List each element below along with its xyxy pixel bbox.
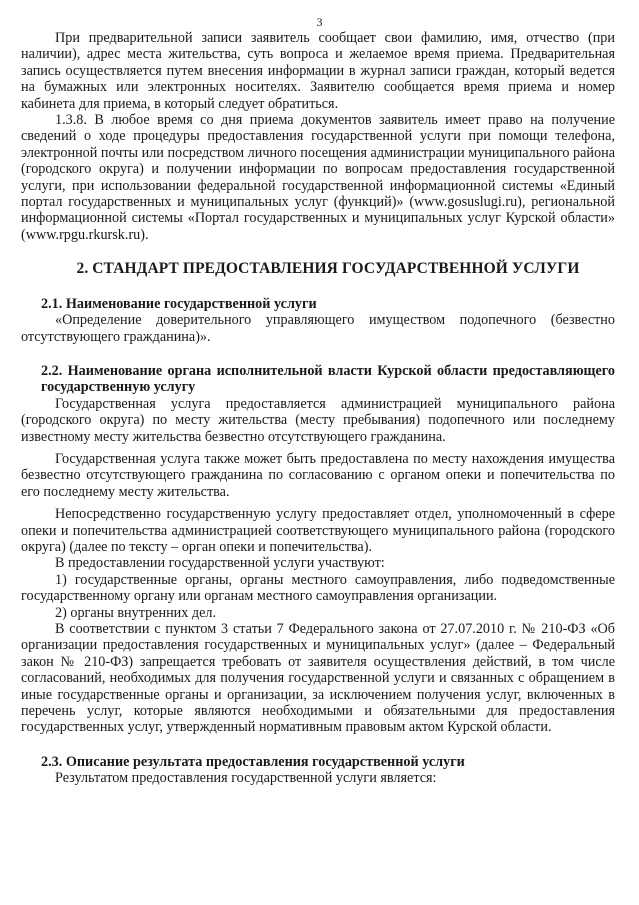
paragraph-2-3-text: Результатом предоставления государственной услуги является:	[55, 770, 437, 787]
paragraph-1-3-8: 1.3.8. В любое время со дня приема документов заявитель имеет право на получение сведений о ходе процедуры предоставления государственной услуги при помощи телефона, электронной почты или посредством личного посещения администрации муниципального района (городского округа) и получении информации по вопросам предоставления государственной услуги, при использовании федеральной государственной информационной системы «Единый портал государственных и муниципальных услуг (функций)» (www.gosuslugi.ru), региональной информационной системы «Портал государственных и муниципальных услуг Курской области» (www.rpgu.rkursk.ru).	[21, 112, 615, 243]
paragraph-2-2-4: В предоставлении государственной услуги участвуют:	[55, 555, 385, 572]
paragraph-2-2-1: Государственная услуга предоставляется администрацией муниципального района (городского округа) по месту жительства (месту пребывания) подопечного или последнему известному месту жительства безвестно отсутствующего гражданина.	[21, 395, 615, 445]
heading-2-3: 2.3. Описание результата предоставления государственной услуги	[41, 753, 465, 770]
heading-2-1: 2.1. Наименование государственной услуги	[41, 295, 317, 312]
page-number: 3	[316, 15, 323, 29]
paragraph-2-2-5: 1) государственные органы, органы местного самоуправления, либо подведомственные государственному органу или органам местного самоуправления организации.	[21, 571, 615, 605]
paragraph-2-2-2: Государственная услуга также может быть предоставлена по месту нахождения имущества безвестно отсутствующего гражданина по согласованию с органом опеки и попечительства по его последнему месту жительства.	[21, 450, 615, 500]
paragraph-2-2-3: Непосредственно государственную услугу предоставляет отдел, уполномоченный в сфере опеки и попечительства администрацией соответствующего муниципального района (городского округа) (далее по тексту – орган опеки и попечительства).	[21, 506, 615, 555]
paragraph-2-2-7: В соответствии с пунктом 3 статьи 7 Федерального закона от 27.07.2010 г. № 210-ФЗ «Об организации предоставления государственных и муниципальных услуг» (далее – Федеральный закон № 210-ФЗ) запрещается требовать от заявителя осуществления действий, в том числе согласований, необходимых для получения государственной услуги и связанных с обращением в иные государственные органы и организации, за исключением получения услуг, включенных в перечень услуг, которые являются необходимыми и обязательными для предоставления государственных услуг, утвержденный нормативным правовым актом Курской области.	[21, 621, 615, 736]
paragraph-2-2-6: 2) органы внутренних дел.	[55, 604, 217, 621]
paragraph-2-1-text: «Определение доверительного управляющего имуществом подопечного (безвестно отсутствующего гражданина)».	[21, 312, 615, 345]
paragraph-preliminary-registration: При предварительной записи заявитель сообщает свои фамилию, имя, отчество (при наличии), адрес места жительства, суть вопроса и желаемое время приема. Предварительная запись осуществляется путем внесения информации в журнал записи граждан, который ведется на бумажных или электронных носителях. Заявителю сообщается время приема и номер кабинета для приема, в который следует обратиться.	[21, 30, 615, 112]
section-title: 2. СТАНДАРТ ПРЕДОСТАВЛЕНИЯ ГОСУДАРСТВЕННОЙ УСЛУГИ	[76, 260, 580, 278]
heading-2-2: 2.2. Наименование органа исполнительной власти Курской области предоставляющего государственную услугу	[41, 362, 615, 396]
